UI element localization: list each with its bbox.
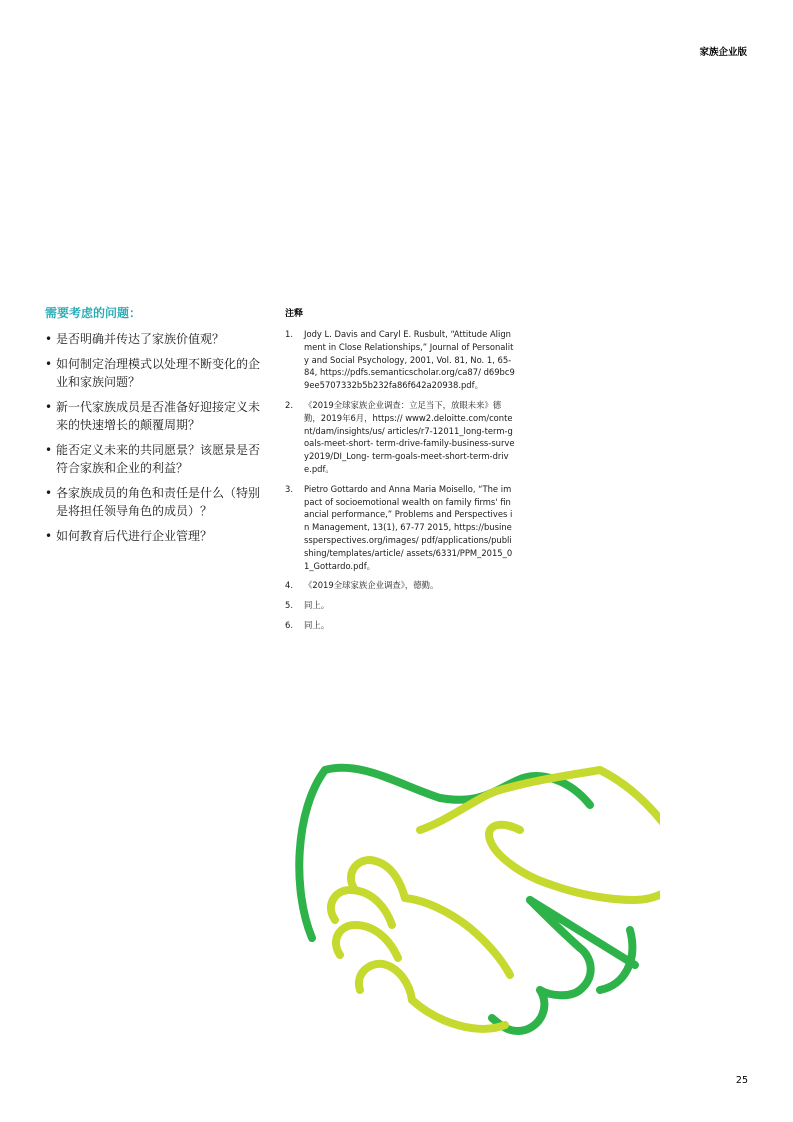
note-item [285,599,515,612]
bullet-icon: • [45,486,53,500]
bullet-icon: • [45,400,53,414]
question-item: • 如何教育后代进行企业管理？ [45,529,213,543]
note-item [285,619,515,632]
bullet-icon: • [45,357,53,371]
running-header: 家族企业版 [699,47,747,58]
notes-list [285,328,515,632]
notes-title: 注释 [285,309,304,319]
handshake-icon [280,750,660,1054]
note-item [285,399,515,476]
question-item: • 是否明确并传达了家族价值观？ [45,332,225,346]
bullet-icon: • [45,443,53,457]
note-number: 4. [285,580,293,591]
note-text: 同上。 [304,619,330,630]
question-item: • 新一代家族成员是否准备好迎接定义未来的快速增长的颠覆周期？ [45,400,261,432]
bullet-icon: • [45,529,53,543]
page-number: 25 [735,1075,748,1086]
note-number: 2. [285,399,293,410]
note-text: 同上。 [304,600,330,611]
note-text: Pietro Gottardo and Anna Maria Moisello, “The impact of socioemotional wealth on family firms' financial performance,” Problems and Perspectives in Management, 13(1), 67-77 2015, https://businessperspectives.org/images/ pdf/applications/publishing/templates/article/ assets/6331/PPM_2015_01_Gottardo.pdf。 [304,483,513,571]
question-item: • 能否定义未来的共同愿景？该愿景是否符合家族和企业的利益？ [45,443,261,475]
note-item [285,579,515,592]
note-text: 《2019全球家族企业调查》，德勤。 [304,580,439,591]
question-item: • 各家族成员的角色和责任是什么（特别是将担任领导角色的成员）？ [45,486,261,518]
note-text: 《2019全球家族企业调查：立足当下，放眼未来》德勤，2019年6月，https:// www2.deloitte.com/content/dam/insights/us/ articles/r7-12011_long-term-goals-meet-short- term-drive-family-business-survey2019/DI_Long- term-goals-meet-short-term-drive.pdf。 [304,399,515,474]
note-number: 6. [285,619,293,630]
note-number: 3. [285,483,293,494]
questions-title: 需要考虑的问题： [45,306,142,320]
questions-list [45,330,270,545]
note-text: Jody L. Davis and Caryl E. Rusbult, “Attitude Alignment in Close Relationships,” Journal of Personality and Social Psychology, 2001, Vol. 81, No. 1, 65-84, https://pdfs.semanticscholar.org/ca87/ d69bc99ee5707332b5b232fa86f642a20938.pdf。 [304,329,515,391]
question-item: • 如何制定治理模式以处理不断变化的企业和家族问题？ [45,357,261,389]
notes-section [285,306,515,639]
bullet-icon: • [45,332,53,346]
questions-section [45,304,270,552]
note-number: 1. [285,329,293,339]
note-item [285,483,515,573]
note-number: 5. [285,600,293,611]
note-item [285,328,515,392]
